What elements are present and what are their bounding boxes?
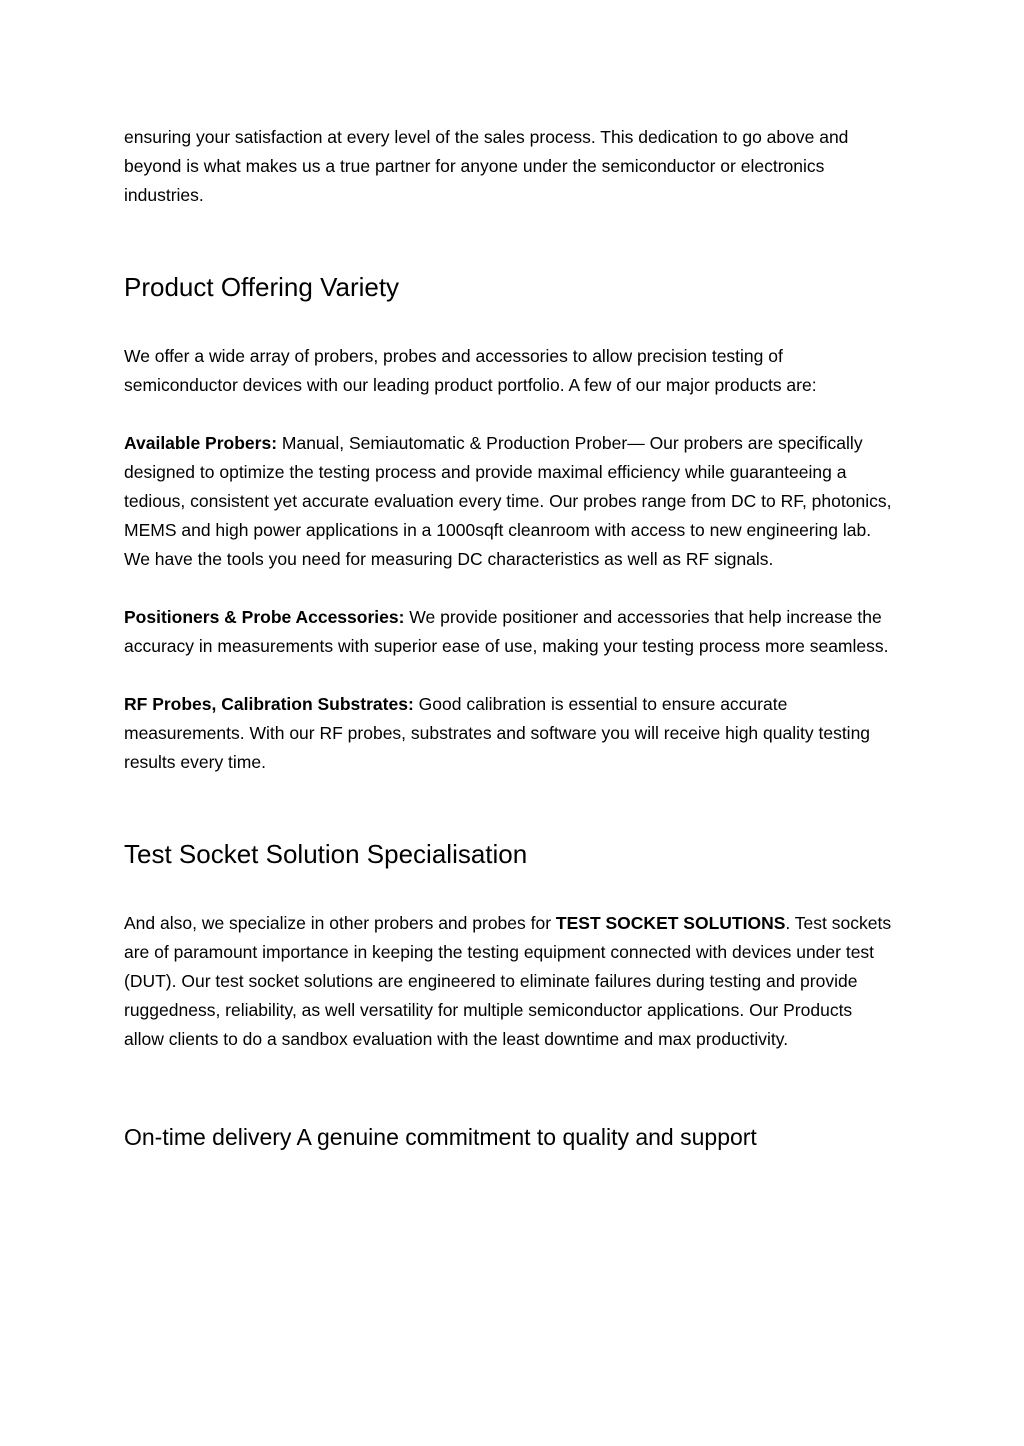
item-text: We provide positioner and accessories that help increase the accuracy in measurements with superior ease of use, making your testing process more seamless. bbox=[124, 607, 889, 656]
item-text: Good calibration is essential to ensure accurate measurements. With our RF probes, substrates and software you will receive high quality testing results every time. bbox=[124, 694, 871, 772]
section-heading-delivery: On-time delivery A genuine commitment to quality and support bbox=[124, 1124, 757, 1150]
section-heading-test-socket: Test Socket Solution Specialisation bbox=[124, 839, 528, 869]
item-available-probers bbox=[124, 429, 899, 574]
product-offering-intro: We offer a wide array of probers, probes and accessories to allow precision testing of semiconductor devices with our leading product portfolio. A few of our major products are: bbox=[124, 346, 817, 395]
item-label: Available Probers: bbox=[124, 433, 278, 453]
document-page bbox=[124, 123, 904, 1152]
item-text: Manual, Semiautomatic & Production Prober— Our probers are specifically designed to optimize the testing process and provide maximal efficiency while guaranteeing a tedious, consistent yet accurate evaluation every time. Our probes range from DC to RF, photonics, MEMS and high power applications in a 1000sqft cleanroom with access to new engineering lab. We have the tools you need for measuring DC characteristics as well as RF signals. bbox=[124, 433, 892, 569]
test-socket-text-after: . Test sockets are of paramount importance in keeping the testing equipment connected with devices under test (DUT). Our test socket solutions are engineered to eliminate failures during testing and provide ruggedness, reliability, as well versatility for multiple semiconductor applications. Our Products allow clients to do a sandbox evaluation with the least downtime and max productivity. bbox=[124, 913, 892, 1049]
item-label: Positioners & Probe Accessories: bbox=[124, 607, 405, 627]
test-socket-text-before: And also, we specialize in other probers and probes for bbox=[124, 913, 556, 933]
test-socket-bold: TEST SOCKET SOLUTIONS bbox=[555, 913, 786, 933]
item-label: RF Probes, Calibration Substrates: bbox=[124, 694, 414, 714]
item-positioners bbox=[124, 603, 899, 661]
section-heading-product-offering: Product Offering Variety bbox=[124, 272, 400, 302]
item-rf-probes bbox=[124, 690, 884, 777]
intro-paragraph: ensuring your satisfaction at every level of the sales process. This dedication to go above and beyond is what makes us a true partner for anyone under the semiconductor or electronics industries. bbox=[124, 127, 849, 205]
test-socket-paragraph bbox=[124, 909, 894, 1054]
